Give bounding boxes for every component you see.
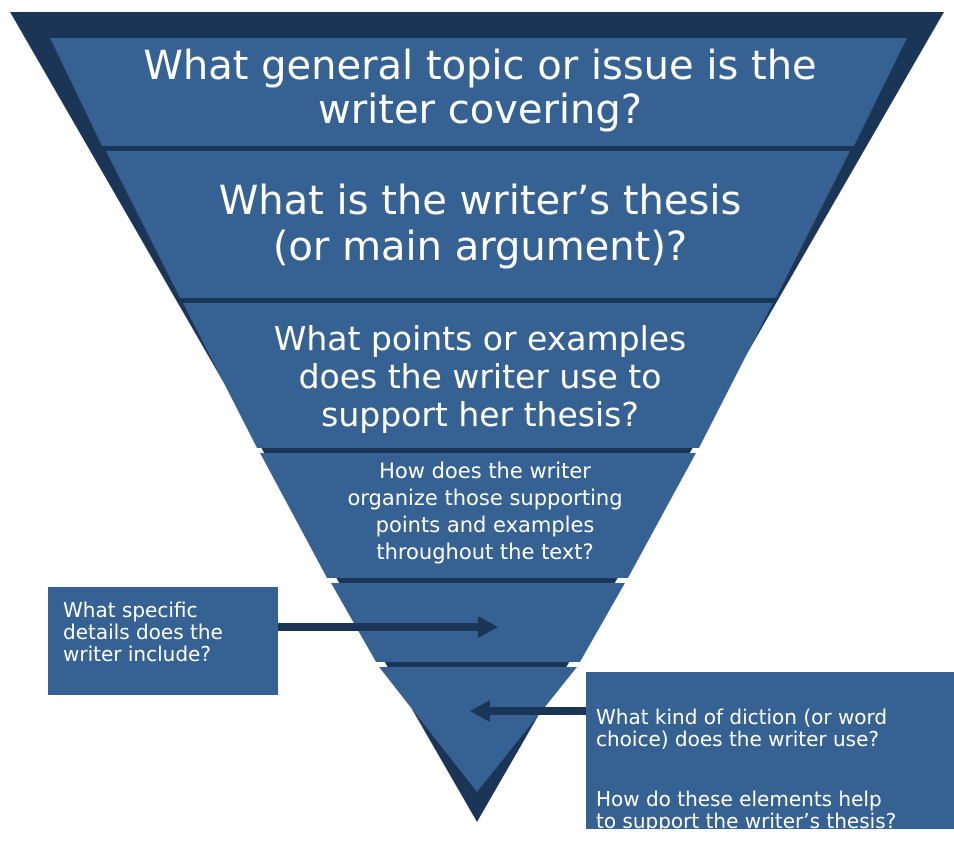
pyramid-layer-6 [379, 667, 577, 792]
thesis-support-question: How do these elements help to support the writer’s thesis? [596, 787, 897, 833]
diction-box [586, 672, 954, 833]
layer-4-text: How does the writer organize those supporting points and examples throughout the text? [347, 459, 623, 564]
layer-1-text: What general topic or issue is the writer covering? [143, 43, 817, 133]
layer-3-text: What points or examples does the writer use to support her thesis? [273, 319, 687, 434]
specific-details-box: What specific details does the writer include? [48, 587, 278, 695]
diction-question: What kind of diction (or word choice) does the writer use? [596, 705, 888, 751]
layer-2-text: What is the writer’s thesis (or main argument)? [218, 178, 742, 270]
